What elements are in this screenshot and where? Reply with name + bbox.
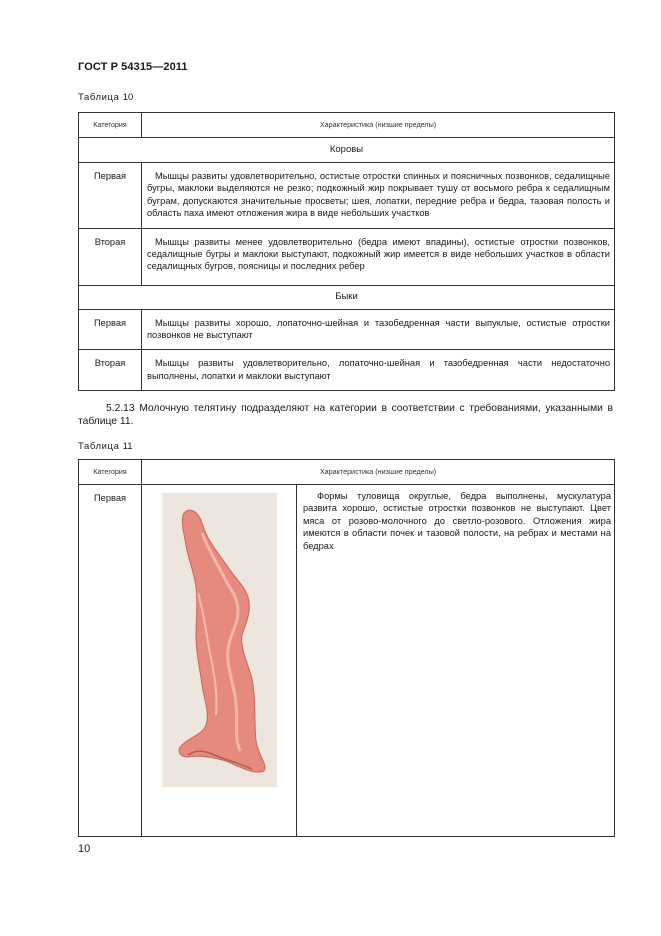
page-number: 10 (78, 843, 91, 855)
table-11 (78, 459, 615, 837)
table10-header-category: Категория (79, 113, 142, 138)
table-row (79, 228, 615, 285)
table-cell-category: Вторая (79, 228, 142, 285)
table-row (79, 163, 615, 229)
table-row (79, 309, 615, 350)
table10-caption-number: 10 (122, 92, 134, 103)
paragraph-5-2-13: 5.2.13 Молочную телятину подразделяют на категории в соответствии с требованиями, указанными в таблице 11. (78, 403, 613, 427)
table11-header-category: Категория (79, 460, 142, 485)
veal-carcass-image (162, 493, 277, 787)
table-cell-characteristic: Мышцы развиты удовлетворительно, остистые отростки спинных и поясничных позвонков, седалищные бугры, маклоки выделяются не резко; подкожный жир покрывает тушу от восьмого ребра к седалищным буграм, допускаются значительные просветы; шея, лопатки, передние ребра и бедра, тазовая полость и область паха имеют отложения жира в виде небольших участков (142, 163, 615, 229)
table-row (79, 485, 615, 837)
table10-group-row (79, 138, 615, 163)
table-cell-characteristic: Мышцы развиты хорошо, лопаточно-шейная и тазобедренная части выпуклые, остистые отростки позвонков не выступают (142, 309, 615, 350)
table11-header-row (79, 460, 615, 485)
table10-group-cows: Коровы (79, 138, 615, 163)
table-cell-characteristic: Формы туловища округлые, бедра выполнены, мускулатура развита хорошо, остистые отростки позвонков не выступают. Цвет мяса от розово-молочного до светло-розового. Отложения жира имеются в области почек и тазовой полости, на ребрах и местами на бедрах (297, 485, 615, 837)
table-cell-category: Первая (79, 163, 142, 229)
table11-caption-number: 11 (122, 441, 133, 452)
table-cell-characteristic: Мышцы развиты удовлетворительно, лопаточно-шейная и тазобедренная части недостаточно выполнены, лопатки и маклоки выступают (142, 350, 615, 391)
table-cell-category: Первая (79, 485, 142, 837)
table-cell-category: Первая (79, 309, 142, 350)
table-cell-characteristic: Мышцы развиты менее удовлетворительно (бедра имеют впадины), остистые отростки позвонков, седалищные бугры и маклоки выступают, подкожный жир имеется в виде небольших участков в области седалищных бугров, поясницы и последних ребер (142, 228, 615, 285)
table-row (79, 350, 615, 391)
table10-caption (78, 92, 133, 103)
table-cell-category: Вторая (79, 350, 142, 391)
table-cell-image (142, 485, 297, 837)
standard-title: ГОСТ Р 54315—2011 (78, 61, 188, 73)
table11-header-characteristic: Характеристика (низшие пределы) (142, 460, 615, 485)
table10-caption-word: Таблица (78, 92, 120, 103)
table10-header-row (79, 113, 615, 138)
veal-carcass-illustration (162, 493, 277, 787)
table11-caption-word: Таблица (78, 441, 120, 452)
table11-caption (78, 441, 133, 452)
table-10 (78, 112, 615, 391)
table10-group-row (79, 285, 615, 309)
table10-header-characteristic: Характеристика (низшие пределы) (142, 113, 615, 138)
table10-group-bulls: Быки (79, 285, 615, 309)
